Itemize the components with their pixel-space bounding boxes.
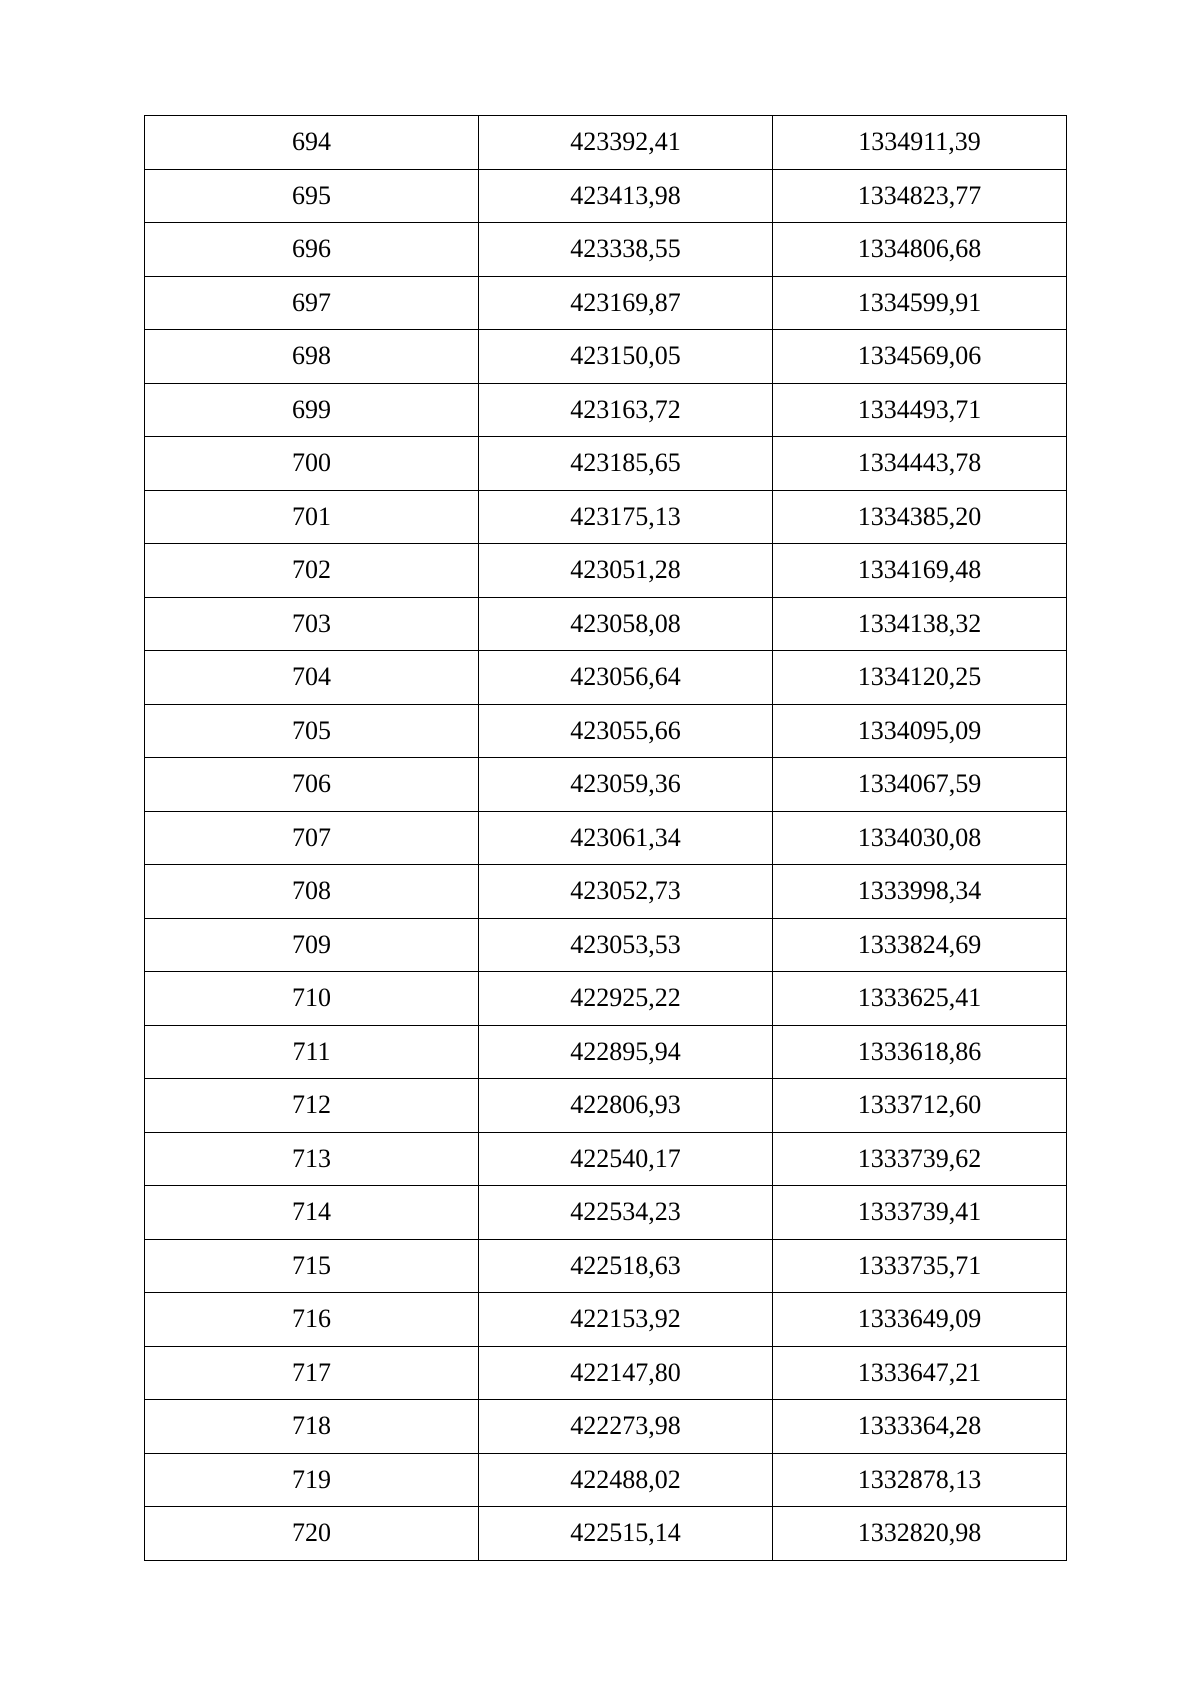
point-number-cell: 717 (145, 1346, 479, 1400)
y-coordinate-cell: 1333625,41 (773, 972, 1067, 1026)
point-number-cell: 694 (145, 116, 479, 170)
x-coordinate-cell: 423175,13 (479, 490, 773, 544)
x-coordinate-cell: 423055,66 (479, 704, 773, 758)
point-number-cell: 696 (145, 223, 479, 277)
point-number-cell: 720 (145, 1507, 479, 1561)
y-coordinate-cell: 1333998,34 (773, 865, 1067, 919)
table-row (145, 811, 1067, 865)
y-coordinate-cell: 1334030,08 (773, 811, 1067, 865)
point-number-cell: 710 (145, 972, 479, 1026)
x-coordinate-cell: 422518,63 (479, 1239, 773, 1293)
table-row (145, 972, 1067, 1026)
point-number-cell: 715 (145, 1239, 479, 1293)
table-row (145, 383, 1067, 437)
x-coordinate-cell: 423169,87 (479, 276, 773, 330)
y-coordinate-cell: 1333739,41 (773, 1186, 1067, 1240)
y-coordinate-cell: 1334493,71 (773, 383, 1067, 437)
y-coordinate-cell: 1334911,39 (773, 116, 1067, 170)
x-coordinate-cell: 423056,64 (479, 651, 773, 705)
y-coordinate-cell: 1334385,20 (773, 490, 1067, 544)
table-row (145, 1507, 1067, 1561)
point-number-cell: 700 (145, 437, 479, 491)
x-coordinate-cell: 423392,41 (479, 116, 773, 170)
point-number-cell: 702 (145, 544, 479, 598)
x-coordinate-cell: 423052,73 (479, 865, 773, 919)
x-coordinate-cell: 423058,08 (479, 597, 773, 651)
table-row (145, 169, 1067, 223)
x-coordinate-cell: 422153,92 (479, 1293, 773, 1347)
table-row (145, 1239, 1067, 1293)
x-coordinate-cell: 423185,65 (479, 437, 773, 491)
y-coordinate-cell: 1334569,06 (773, 330, 1067, 384)
y-coordinate-cell: 1333647,21 (773, 1346, 1067, 1400)
y-coordinate-cell: 1333824,69 (773, 918, 1067, 972)
y-coordinate-cell: 1334806,68 (773, 223, 1067, 277)
table-row (145, 544, 1067, 598)
point-number-cell: 695 (145, 169, 479, 223)
y-coordinate-cell: 1334067,59 (773, 758, 1067, 812)
x-coordinate-cell: 422147,80 (479, 1346, 773, 1400)
x-coordinate-cell: 422488,02 (479, 1453, 773, 1507)
point-number-cell: 707 (145, 811, 479, 865)
table-row (145, 1025, 1067, 1079)
table-row (145, 116, 1067, 170)
y-coordinate-cell: 1334169,48 (773, 544, 1067, 598)
table-row (145, 758, 1067, 812)
y-coordinate-cell: 1334138,32 (773, 597, 1067, 651)
table-row (145, 490, 1067, 544)
y-coordinate-cell: 1334823,77 (773, 169, 1067, 223)
y-coordinate-cell: 1334095,09 (773, 704, 1067, 758)
point-number-cell: 705 (145, 704, 479, 758)
x-coordinate-cell: 422925,22 (479, 972, 773, 1026)
table-row (145, 437, 1067, 491)
x-coordinate-cell: 422806,93 (479, 1079, 773, 1133)
x-coordinate-cell: 423163,72 (479, 383, 773, 437)
y-coordinate-cell: 1332878,13 (773, 1453, 1067, 1507)
x-coordinate-cell: 423150,05 (479, 330, 773, 384)
y-coordinate-cell: 1334599,91 (773, 276, 1067, 330)
x-coordinate-cell: 423059,36 (479, 758, 773, 812)
point-number-cell: 711 (145, 1025, 479, 1079)
y-coordinate-cell: 1333649,09 (773, 1293, 1067, 1347)
point-number-cell: 699 (145, 383, 479, 437)
table-row (145, 1453, 1067, 1507)
coordinates-table-body (145, 116, 1067, 1561)
table-row (145, 1186, 1067, 1240)
x-coordinate-cell: 422534,23 (479, 1186, 773, 1240)
table-row (145, 597, 1067, 651)
y-coordinate-cell: 1333735,71 (773, 1239, 1067, 1293)
table-row (145, 865, 1067, 919)
y-coordinate-cell: 1333618,86 (773, 1025, 1067, 1079)
point-number-cell: 713 (145, 1132, 479, 1186)
y-coordinate-cell: 1334443,78 (773, 437, 1067, 491)
point-number-cell: 698 (145, 330, 479, 384)
point-number-cell: 703 (145, 597, 479, 651)
table-row (145, 276, 1067, 330)
y-coordinate-cell: 1333712,60 (773, 1079, 1067, 1133)
point-number-cell: 716 (145, 1293, 479, 1347)
x-coordinate-cell: 422540,17 (479, 1132, 773, 1186)
point-number-cell: 697 (145, 276, 479, 330)
x-coordinate-cell: 423053,53 (479, 918, 773, 972)
table-row (145, 1346, 1067, 1400)
y-coordinate-cell: 1333364,28 (773, 1400, 1067, 1454)
point-number-cell: 706 (145, 758, 479, 812)
y-coordinate-cell: 1332820,98 (773, 1507, 1067, 1561)
table-row (145, 1132, 1067, 1186)
point-number-cell: 701 (145, 490, 479, 544)
point-number-cell: 718 (145, 1400, 479, 1454)
x-coordinate-cell: 423061,34 (479, 811, 773, 865)
x-coordinate-cell: 422515,14 (479, 1507, 773, 1561)
coordinates-table (144, 115, 1067, 1561)
table-row (145, 704, 1067, 758)
table-row (145, 651, 1067, 705)
point-number-cell: 709 (145, 918, 479, 972)
point-number-cell: 714 (145, 1186, 479, 1240)
table-row (145, 1400, 1067, 1454)
point-number-cell: 712 (145, 1079, 479, 1133)
point-number-cell: 719 (145, 1453, 479, 1507)
y-coordinate-cell: 1333739,62 (773, 1132, 1067, 1186)
table-row (145, 1293, 1067, 1347)
x-coordinate-cell: 423413,98 (479, 169, 773, 223)
x-coordinate-cell: 422895,94 (479, 1025, 773, 1079)
table-row (145, 223, 1067, 277)
x-coordinate-cell: 423338,55 (479, 223, 773, 277)
y-coordinate-cell: 1334120,25 (773, 651, 1067, 705)
table-row (145, 330, 1067, 384)
table-row (145, 918, 1067, 972)
x-coordinate-cell: 422273,98 (479, 1400, 773, 1454)
x-coordinate-cell: 423051,28 (479, 544, 773, 598)
table-row (145, 1079, 1067, 1133)
point-number-cell: 708 (145, 865, 479, 919)
point-number-cell: 704 (145, 651, 479, 705)
